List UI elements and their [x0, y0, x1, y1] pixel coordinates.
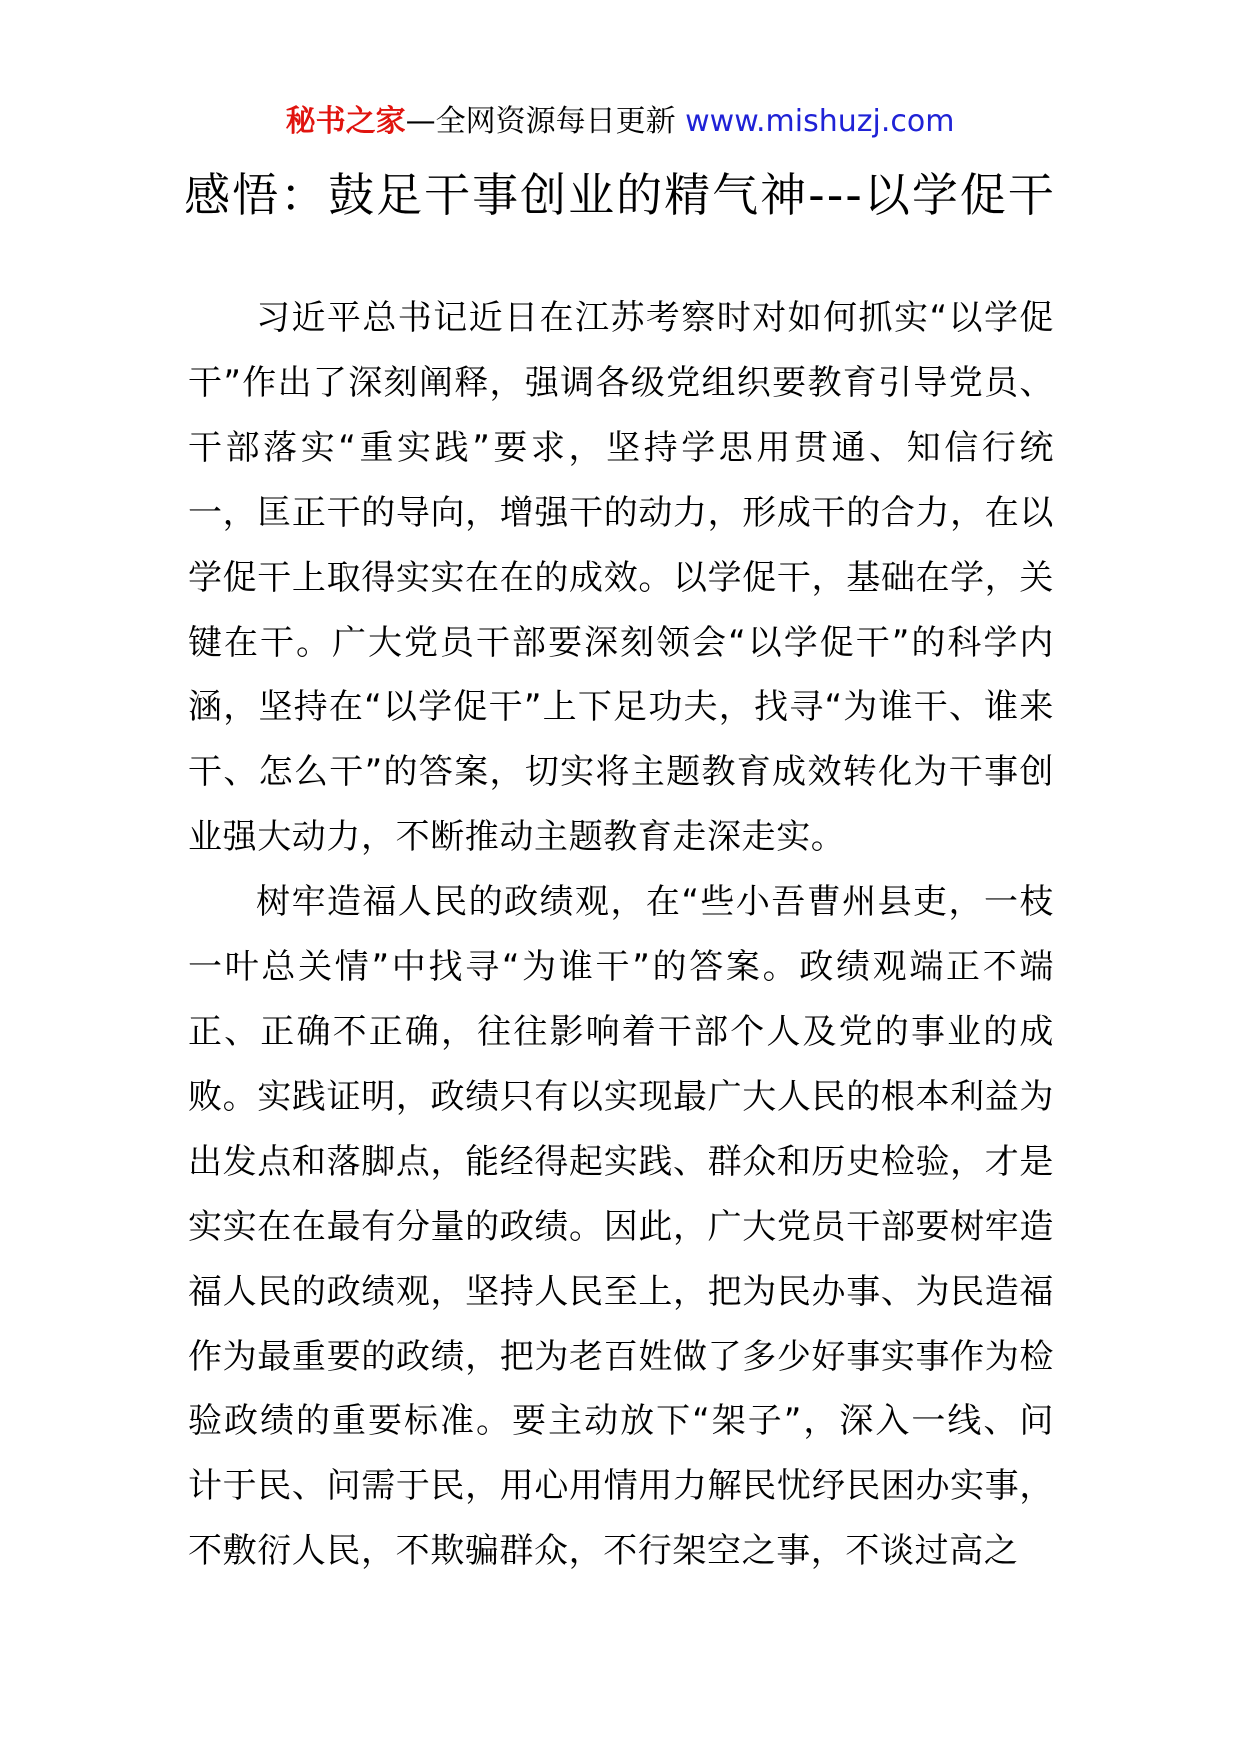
site-slogan: —全网资源每日更新: [405, 104, 686, 139]
document-title: 感悟：鼓足干事创业的精气神---以学促干: [184, 168, 1056, 222]
site-url-link[interactable]: www.mishuzj.com: [685, 104, 955, 139]
body-paragraph: 习近平总书记近日在江苏考察时对如何抓实“以学促干”作出了深刻阐释，强调各级党组织要教育引导党员、干部落实“重实践”要求，坚持学思用贯通、知信行统一，匡正干的导向，增强干的动力，形成干的合力，在以学促干上取得实实在在的成效。以学促干，基础在学，关键在干。广大党员干部要深刻领会“以学促干”的科学内涵，坚持在“以学促干”上下足功夫，找寻“为谁干、谁来干、怎么干”的答案，切实将主题教育成效转化为干事创业强大动力，不断推动主题教育走深走实。: [188, 298, 1054, 858]
site-name: 秘书之家: [285, 104, 406, 139]
document-body: [188, 286, 1054, 1584]
body-paragraph: 树牢造福人民的政绩观，在“些小吾曹州县吏，一枝一叶总关情”中找寻“为谁干”的答案。政绩观端正不端正、正确不正确，往往影响着干部个人及党的事业的成败。实践证明，政绩只有以实现最广大人民的根本利益为出发点和落脚点，能经得起实践、群众和历史检验，才是实实在在最有分量的政绩。因此，广大党员干部要树牢造福人民的政绩观，坚持人民至上，把为民办事、为民造福作为最重要的政绩，把为老百姓做了多少好事实事作为检验政绩的重要标准。要主动放下“架子”，深入一线、问计于民、问需于民，用心用情用力解民忧纾民困办实事，不敷衍人民，不欺骗群众，不行架空之事，不谈过高之: [188, 882, 1054, 1572]
site-header: [0, 100, 1240, 144]
